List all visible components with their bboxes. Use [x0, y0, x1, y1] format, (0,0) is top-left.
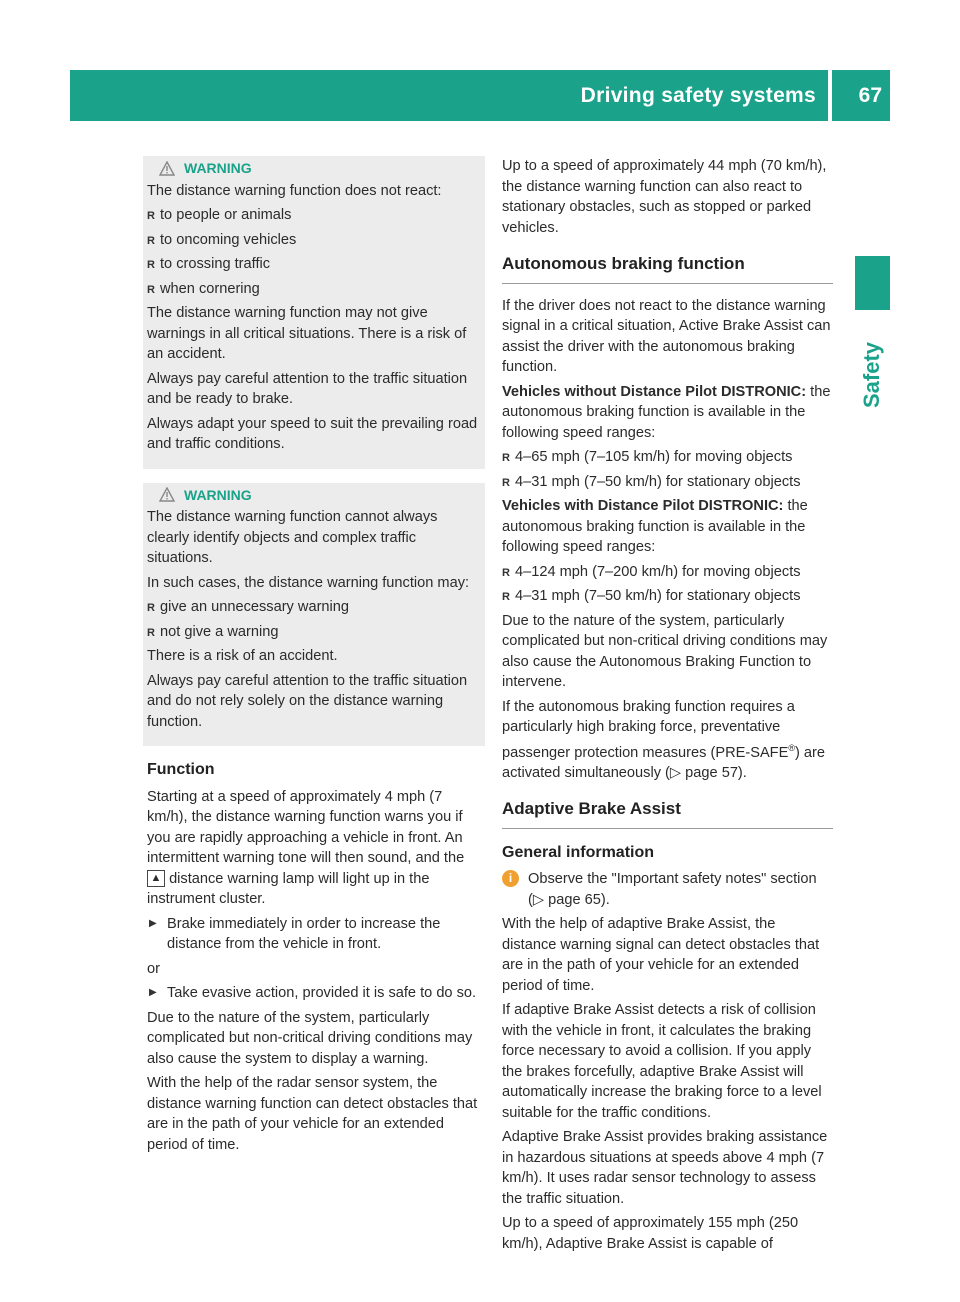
general-information-heading: General information — [502, 843, 655, 861]
list-item: R 4–65 mph (7–105 km/h) for moving objects — [502, 447, 833, 468]
warning-triangle-icon — [159, 487, 175, 502]
warning-triangle-icon — [159, 161, 175, 176]
warning-text: The distance warning function may not give warnings in all critical situations. There is a risk of an accident. — [147, 305, 467, 362]
chapter-label: Safety — [859, 341, 884, 409]
or-text: or — [147, 960, 160, 977]
warning-text: Always pay careful attention to the traffic situation and be ready to brake. — [147, 370, 468, 407]
vehicles-with-label: Vehicles with Distance Pilot DISTRONIC: — [502, 498, 784, 514]
header-divider — [828, 70, 832, 121]
action-step: ▶ Brake immediately in order to increase the distance from the vehicle in front. — [147, 914, 481, 955]
body-paragraph: Due to the nature of the system, particularly complicated but non-critical driving conditions may also cause the system to display a warning. — [147, 1009, 473, 1067]
list-item: R not give a warning — [147, 622, 481, 643]
left-column — [147, 156, 481, 1159]
list-item: R to oncoming vehicles — [147, 230, 481, 251]
action-step: ▶ Take evasive action, provided it is safe to do so. — [147, 983, 481, 1004]
warning-box-1 — [143, 156, 485, 469]
info-icon: i — [502, 870, 519, 887]
list-item: R to crossing traffic — [147, 254, 481, 275]
list-item: R 4–31 mph (7–50 km/h) for stationary objects — [502, 472, 833, 493]
autonomous-braking-heading: Autonomous braking function — [502, 254, 833, 284]
list-item: R to people or animals — [147, 205, 481, 226]
header-bar — [70, 70, 890, 121]
body-paragraph: Starting at a speed of approximately 4 mph (7 km/h), the distance warning function warns you if you are rapidly approaching a vehicle in front. An intermittent warning tone will then sound, and the ▲ distance warning lamp will light up in the instrument cluster. — [147, 788, 465, 907]
warning-heading: WARNING — [159, 485, 481, 506]
section-title: Driving safety systems — [580, 84, 816, 107]
body-paragraph: Due to the nature of the system, particularly complicated but non-critical driving conditions may also cause the Autonomous Braking Function to intervene. — [502, 612, 828, 690]
list-item: R give an unnecessary warning — [147, 597, 481, 618]
distance-warning-lamp-icon: ▲ — [147, 870, 165, 887]
body-paragraph: Vehicles with Distance Pilot DISTRONIC: the autonomous braking function is available in the following speed ranges: — [502, 498, 808, 555]
warning-heading: WARNING — [159, 158, 481, 179]
warning-text: In such cases, the distance warning function may: — [147, 574, 470, 591]
body-paragraph: Adaptive Brake Assist provides braking assistance in hazardous situations at speeds above 4 mph (7 km/h). It uses radar sensor technology to assess the traffic situation. — [502, 1129, 828, 1207]
body-paragraph: Vehicles without Distance Pilot DISTRONIC: the autonomous braking function is available in the following speed ranges: — [502, 383, 831, 441]
body-paragraph: If the driver does not react to the distance warning signal in a critical situation, Active Brake Assist can assist the driver with the autonomous braking function. — [502, 297, 831, 375]
body-paragraph: If the autonomous braking function requires a particularly high braking force, preventative passenger protection measures (PRE-SAFE®) are activated simultaneously (▷ page 57). — [502, 698, 825, 781]
body-paragraph: With the help of the radar sensor system, the distance warning function can detect obstacles that are in the path of your vehicle for an extended period of time. — [147, 1075, 478, 1153]
chapter-tab — [855, 256, 890, 310]
body-paragraph: With the help of adaptive Brake Assist, the distance warning signal can detect obstacles that are in the path of your vehicle for an extended period of time. — [502, 916, 820, 994]
warning-text: Always adapt your speed to suit the prevailing road and traffic conditions. — [147, 415, 478, 452]
warning-text: There is a risk of an accident. — [147, 648, 338, 664]
warning-text: The distance warning function cannot always clearly identify objects and complex traffic situations. — [147, 509, 438, 566]
info-note: i Observe the "Important safety notes" section (▷ page 65). — [502, 869, 833, 910]
warning-text: The distance warning function does not react: — [147, 182, 442, 199]
body-paragraph: Up to a speed of approximately 155 mph (250 km/h), Adaptive Brake Assist is capable of — [502, 1215, 799, 1252]
list-item: R when cornering — [147, 279, 481, 300]
warning-box-2 — [143, 483, 485, 747]
right-column — [502, 156, 833, 1258]
body-paragraph: If adaptive Brake Assist detects a risk of collision with the vehicle in front, it calculates the braking force necessary to avoid a collision. If you apply the brakes forcefully, adaptive Brake Assist will automatically increase the braking force to a level suitable for the traffic conditions. — [502, 1002, 822, 1121]
vehicles-without-label: Vehicles without Distance Pilot DISTRONIC: — [502, 383, 807, 400]
page-number: 67 — [858, 84, 882, 107]
function-heading: Function — [147, 761, 215, 778]
body-paragraph: Up to a speed of approximately 44 mph (70 km/h), the distance warning function can also react to stationary obstacles, such as stopped or parked vehicles. — [502, 158, 827, 236]
adaptive-brake-assist-heading: Adaptive Brake Assist — [502, 799, 833, 829]
list-item: R 4–124 mph (7–200 km/h) for moving objects — [502, 562, 833, 583]
warning-text: Always pay careful attention to the traffic situation and do not rely solely on the distance warning function. — [147, 672, 468, 730]
list-item: R 4–31 mph (7–50 km/h) for stationary objects — [502, 586, 833, 607]
